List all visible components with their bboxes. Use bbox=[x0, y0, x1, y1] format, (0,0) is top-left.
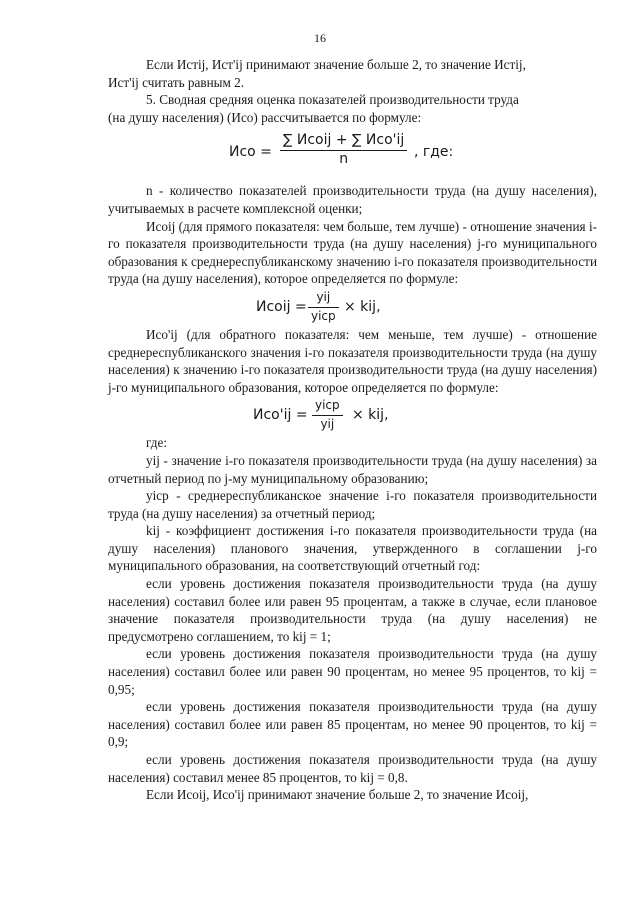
paragraph-iso-prime-definition: Исо'ij (для обратного показателя: чем меньше, тем лучше) - отношение среднереспубликанского значения i-го показателя производительности труда (на душу населения) к значению i-го показателя производительности труда (на душу населения) j-го муниципального образования, которое определяется по формуле: bbox=[108, 326, 597, 395]
paragraph-iso-intro-line2: (на душу населения) (Исо) рассчитывается по формуле: bbox=[108, 109, 422, 125]
page-content bbox=[108, 56, 597, 804]
formula-iso-prime-fraction bbox=[312, 397, 343, 433]
formula-iso-lhs: Исо = bbox=[229, 144, 272, 161]
formula-isoij-numerator: yij bbox=[316, 289, 331, 304]
formula-isoij-fraction bbox=[308, 289, 339, 325]
paragraph-kij-definition: kij - коэффициент достижения i-го показателя производительности труда (на душу населения) планового значения, утвержденного в соглашении j-го муниципального образования, на соответствующий отчетный год: bbox=[108, 523, 597, 574]
formula-iso-fraction bbox=[280, 132, 407, 168]
formula-iso-denominator: n bbox=[280, 150, 407, 169]
paragraph-yicp-definition: yicp - среднереспубликанское значение i-го показателя производительности труда (на душу населения) за отчетный период; bbox=[108, 488, 597, 521]
where-label: где: bbox=[146, 435, 167, 451]
paragraph-n-definition: n - количество показателей производительности труда (на душу населения), учитываемых в расчете комплексной оценки; bbox=[108, 183, 597, 216]
formula-iso-tail: , где: bbox=[414, 144, 454, 161]
formula-isoij-tail: × kij, bbox=[344, 298, 381, 315]
page-number: 16 bbox=[314, 31, 326, 45]
paragraph-iso-limit: Если Исоij, Исо'ij принимают значение больше 2, то значение Исоij, bbox=[146, 787, 529, 803]
formula-iso-prime bbox=[108, 396, 597, 434]
paragraph-kij-case-below-85: если уровень достижения показателя производительности труда (на душу населения) составил менее 85 процентов, то kij = 0,8. bbox=[108, 752, 597, 785]
formula-iso-prime-denominator: yij bbox=[312, 415, 343, 434]
formula-isoij-lhs: Исоij = bbox=[256, 298, 307, 315]
formula-iso-prime-numerator: yicp bbox=[315, 398, 340, 413]
formula-iso-prime-lhs: Исо'ij = bbox=[253, 407, 308, 424]
formula-iso bbox=[108, 126, 597, 182]
paragraph-yij-definition: yij - значение i-го показателя производительности труда (на душу населения) за отчетный период по j-му муниципальному образованию; bbox=[108, 452, 597, 486]
paragraph-kij-case-90: если уровень достижения показателя производительности труда (на душу населения) составил более или равен 90 процентам, но менее 95 процентов, то kij = 0,95; bbox=[108, 646, 597, 697]
paragraph-kij-case-85: если уровень достижения показателя производительности труда (на душу населения) составил более или равен 85 процентам, но менее 90 процентов, то kij = 0,9; bbox=[108, 699, 597, 750]
paragraph-isoij-definition: Исоij (для прямого показателя: чем больше, тем лучше) - отношение значения i-го показателя производительности труда (на душу населения) j-го муниципального образования к среднереспубликанскому значению i-го показателя производительности труда (на душу населения), которое определяется по формуле: bbox=[108, 218, 597, 287]
paragraph-kij-case-95: если уровень достижения показателя производительности труда (на душу населения) составил более или равен 95 процентам, а также в случае, если плановое значение показателя производительности труда (на душу населения) не предусмотрено соглашением, то kij = 1; bbox=[108, 576, 597, 644]
paragraph-iso-intro-line1: 5. Сводная средняя оценка показателей производительности труда bbox=[146, 92, 519, 108]
paragraph-ist-limit-line1: Если Истij, Ист'ij принимают значение больше 2, то значение Истij, bbox=[146, 57, 526, 72]
paragraph-ist-limit-line2: Ист'ij считать равным 2. bbox=[108, 74, 245, 90]
formula-isoij-denominator: yicp bbox=[308, 307, 339, 326]
formula-iso-prime-tail: × kij, bbox=[352, 407, 389, 424]
formula-isoij bbox=[108, 288, 597, 326]
formula-iso-numerator: ∑ Исоij + ∑ Исо'ij bbox=[283, 132, 405, 149]
